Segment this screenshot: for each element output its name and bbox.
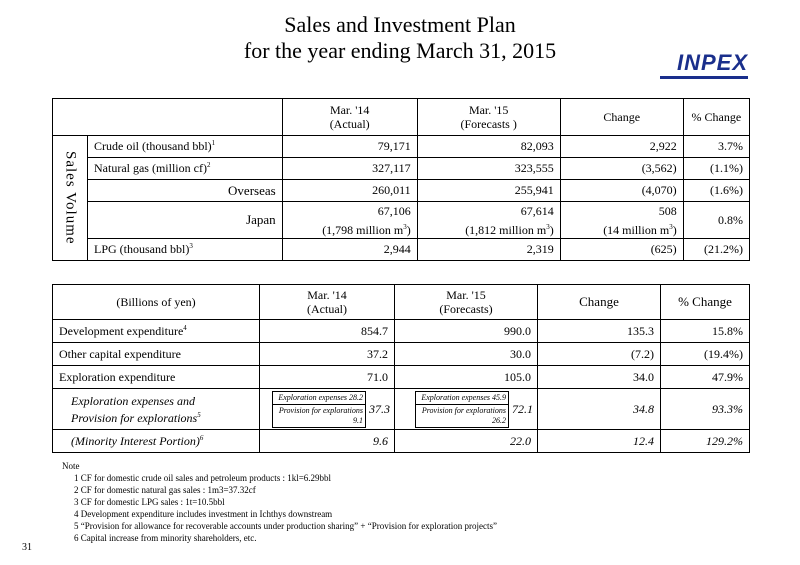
footnote-item: 4 Development expenditure includes investment in Ichthys downstream [74, 509, 333, 519]
title-line-2: for the year ending March 31, 2015 [243, 38, 557, 63]
sales-volume-side-label: Sales Volume [53, 136, 88, 261]
table-row: LPG (thousand bbl)$^3$ 2,944 2,319 (625) (21.2%) [53, 239, 750, 261]
table-row: Exploration expenditure 71.0 105.0 34.0 47.9% [53, 366, 750, 389]
table-header-row: Mar. '14 (Actual) Mar. '15 (Forecasts ) Change % Change [53, 99, 750, 136]
footnote-item: 6 Capital increase from minority shareholders, etc. [74, 533, 257, 543]
sales-volume-table [52, 98, 750, 261]
footnote-item: 5 “Provision for allowance for recoverable accounts under production sharing” + “Provision for exploration projects” [74, 521, 497, 531]
footnote-item: 1 CF for domestic crude oil sales and petroleum products : 1kl=6.29bbl [74, 473, 332, 483]
table-header-row: (Billions of yen) Mar. '14 (Actual) Mar. '15 (Forecasts) Change % Change [53, 285, 750, 320]
table-row: Sales Volume Crude oil (thousand bbl)$^1$ 79,171 82,093 2,922 3.7% [53, 136, 750, 158]
exploration-breakdown-box: Exploration expenses 45.9 Provision for explorations 26.2 [415, 391, 509, 428]
notes-heading: Note [62, 461, 80, 471]
footnote-item: 2 CF for domestic natural gas sales : 1m3=37.32cf [74, 485, 256, 495]
investment-table [52, 284, 750, 453]
title-line-1: Sales and Investment Plan [284, 12, 516, 37]
table-row: Overseas 260,011 255,941 (4,070) (1.6%) [53, 180, 750, 202]
exploration-breakdown-box: Exploration expenses 28.2 Provision for explorations 9.1 [272, 391, 366, 428]
table-row: Exploration expenses and Provision for explorations$^5$ Exploration expenses 28.2 Provision for explorations 9.1 37.3 Exploration expenses 45.9 Provision for explorations 26.2 72.1 34.8 93.3% [53, 389, 750, 430]
page-number: 31 [22, 542, 32, 553]
table-row: Other capital expenditure 37.2 30.0 (7.2) (19.4%) [53, 343, 750, 366]
table-row: Natural gas (million cf)$^2$ 327,117 323,555 (3,562) (1.1%) [53, 158, 750, 180]
footnotes [62, 460, 497, 544]
company-logo: INPEX [676, 50, 748, 75]
table-row: Japan 67,106 (1,798 million $m^3$) 67,614 (1,812 million $m^3$) 508 (14 million $m^3$) 0.8% [53, 202, 750, 239]
footnote-item: 3 CF for domestic LPG sales : 1t=10.5bbl [74, 497, 225, 507]
table-row: Development expenditure$^4$ 854.7 990.0 135.3 15.8% [53, 320, 750, 343]
logo-underline [660, 76, 748, 79]
table-row: (Minority Interest Portion)$^6$ 9.6 22.0 12.4 129.2% [53, 430, 750, 453]
